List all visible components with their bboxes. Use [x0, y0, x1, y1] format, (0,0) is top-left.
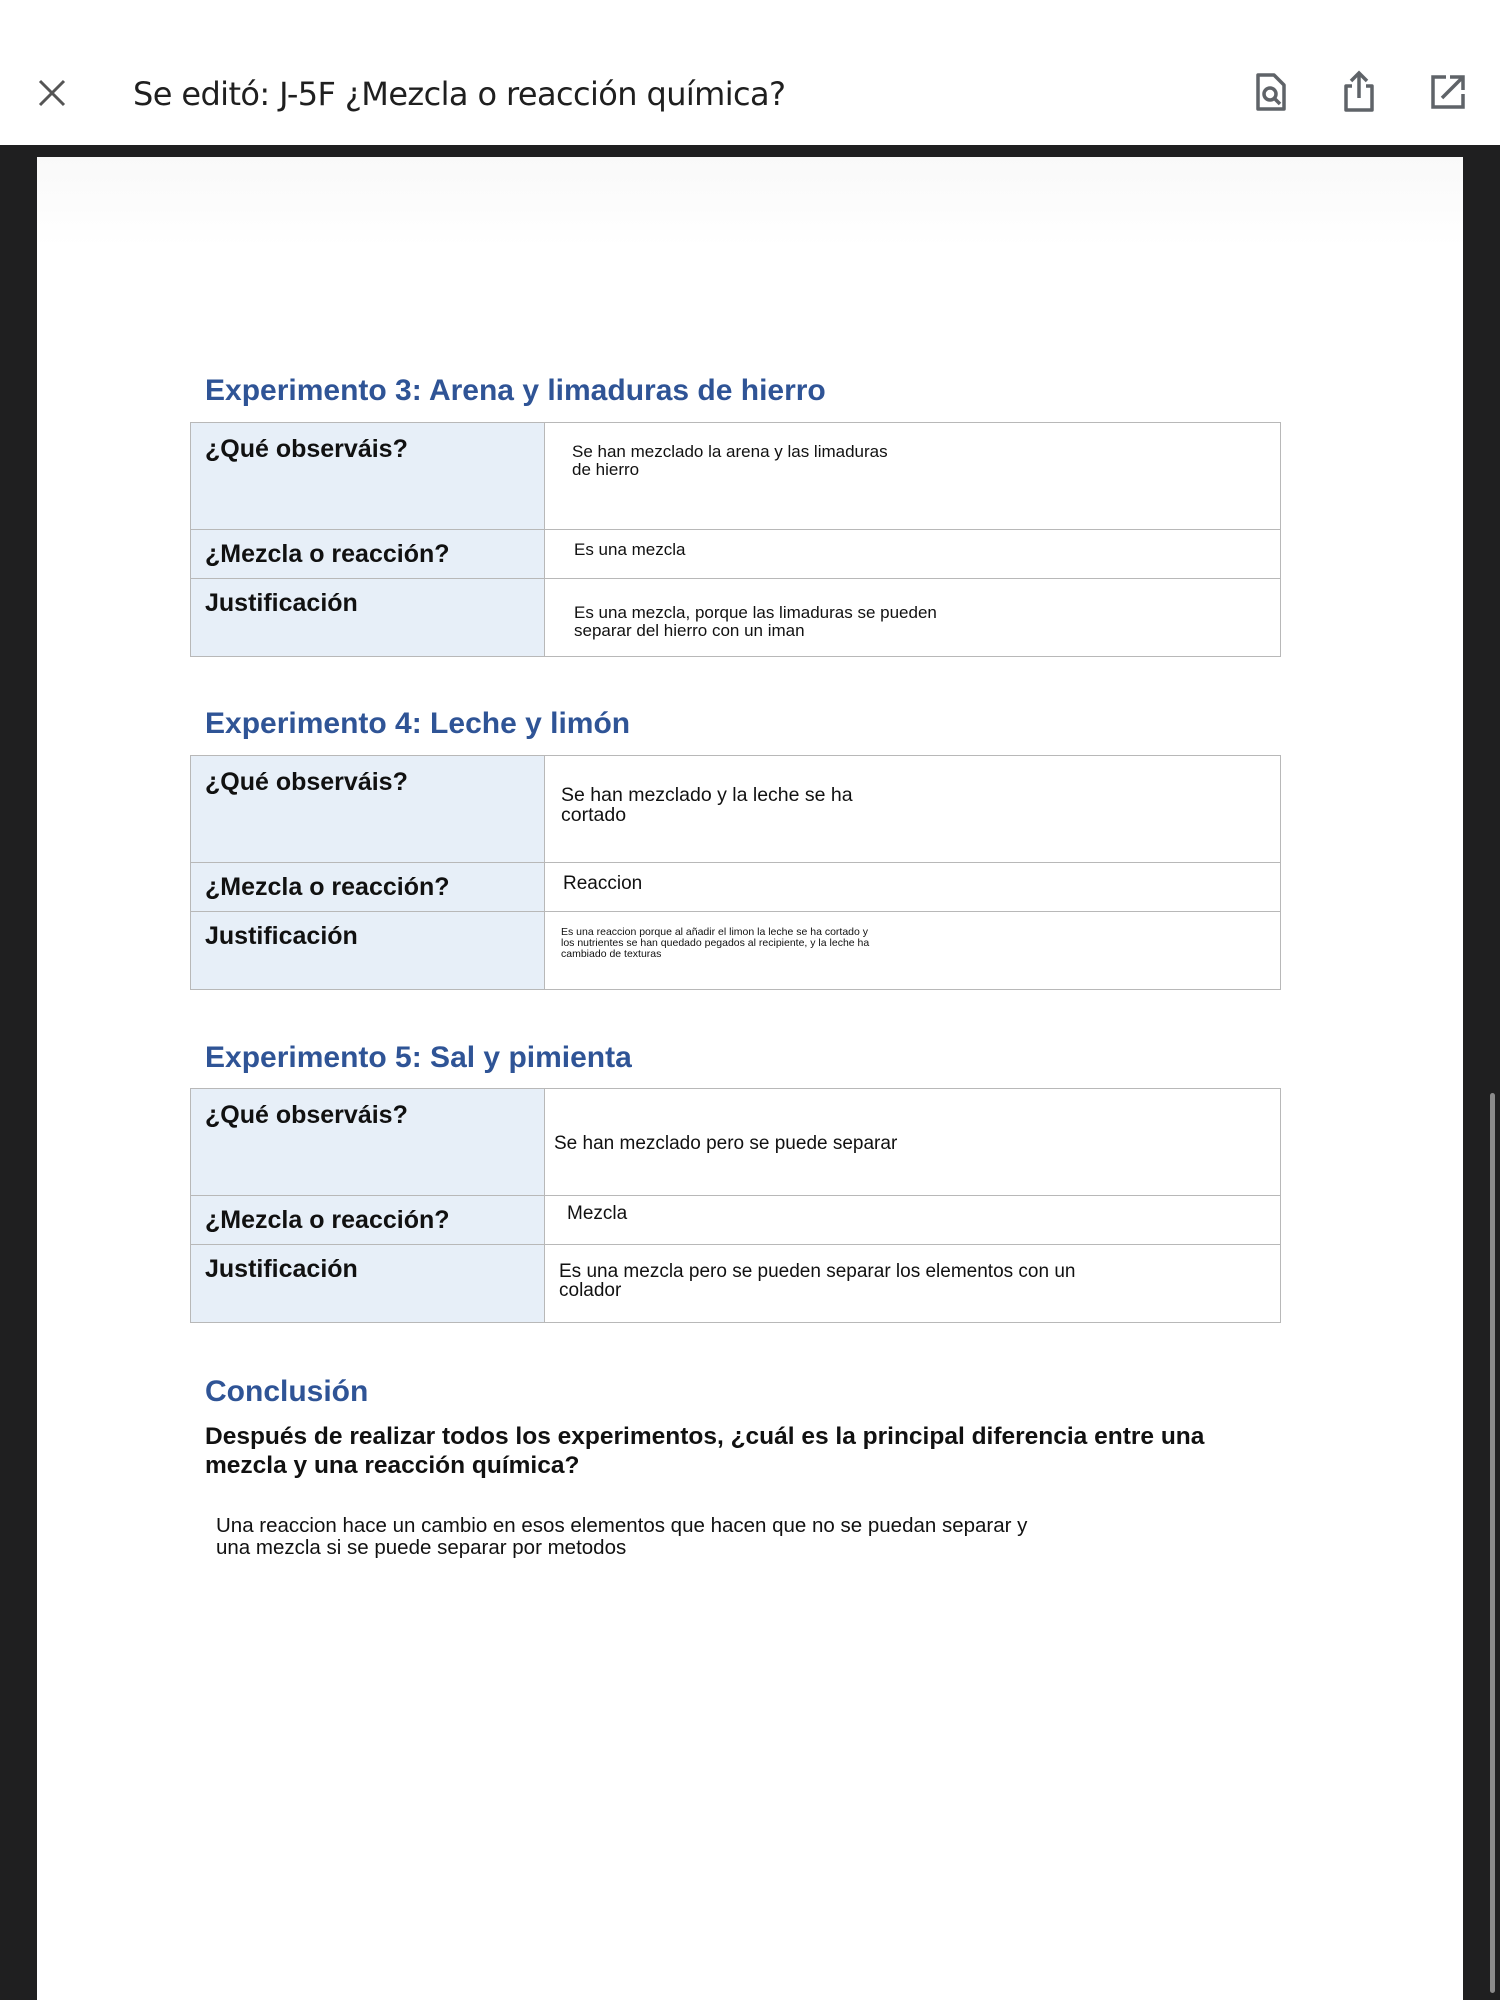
conclusion-question: Después de realizar todos los experimentos, ¿cuál es la principal diferencia entre una mezcla y una reacción química?: [205, 1423, 1205, 1479]
justification-text: Es una mezcla, porque las limaduras se pueden separar del hierro con un iman: [574, 603, 937, 640]
open-external-icon: [1430, 74, 1466, 110]
experiment-4-table: [190, 755, 1281, 990]
table-row: [191, 1089, 1281, 1196]
classification-text: Reaccion: [563, 873, 643, 894]
row-label: ¿Mezcla o reacción?: [191, 1196, 545, 1245]
row-label: ¿Qué observáis?: [191, 1089, 545, 1196]
classification-text: Es una mezcla: [574, 540, 686, 559]
justification-text: Es una reaccion porque al añadir el limon la leche se ha cortado y los nutrientes se han quedado pegados al recipiente, y la leche ha cambiado de texturas: [561, 926, 870, 960]
classification-text: Mezcla: [567, 1203, 628, 1224]
open-external-button[interactable]: [1426, 70, 1470, 114]
row-label: Justificación: [191, 912, 545, 990]
top-bar: [0, 0, 1500, 145]
row-label: ¿Qué observáis?: [191, 756, 545, 863]
close-icon: [37, 78, 67, 108]
row-label: ¿Mezcla o reacción?: [191, 530, 545, 579]
table-row: [191, 579, 1281, 657]
row-label: ¿Mezcla o reacción?: [191, 863, 545, 912]
classification-cell[interactable]: [545, 1196, 1281, 1245]
classification-cell[interactable]: [545, 530, 1281, 579]
justification-text: Es una mezcla pero se pueden separar los elementos con un colador: [559, 1261, 1076, 1301]
experiment-4-title: Experimento 4: Leche y limón: [205, 707, 631, 740]
share-button[interactable]: [1337, 70, 1381, 114]
observation-cell[interactable]: [545, 423, 1281, 530]
close-button[interactable]: [30, 71, 74, 115]
observation-text: Se han mezclado la arena y las limaduras de hierro: [572, 442, 888, 479]
experiment-5-table: [190, 1088, 1281, 1323]
row-label: Justificación: [191, 579, 545, 657]
classification-cell[interactable]: [545, 863, 1281, 912]
find-in-document-button[interactable]: [1249, 70, 1293, 114]
observation-text: Se han mezclado pero se puede separar: [554, 1133, 898, 1154]
vertical-scrollbar[interactable]: [1490, 1093, 1495, 1993]
justification-cell[interactable]: [545, 1245, 1281, 1323]
row-label: Justificación: [191, 1245, 545, 1323]
table-row: [191, 863, 1281, 912]
table-row: [191, 1245, 1281, 1323]
document-search-icon: [1254, 72, 1288, 112]
row-label: ¿Qué observáis?: [191, 423, 545, 530]
table-row: [191, 912, 1281, 990]
experiment-3-title: Experimento 3: Arena y limaduras de hierro: [205, 374, 826, 407]
document-title: Se editó: J-5F ¿Mezcla o reacción química?: [133, 75, 786, 113]
table-row: [191, 530, 1281, 579]
conclusion-answer[interactable]: Una reaccion hace un cambio en esos elementos que hacen que no se puedan separar y una mezcla si se puede separar por metodos: [216, 1514, 1028, 1559]
observation-cell[interactable]: [545, 756, 1281, 863]
justification-cell[interactable]: [545, 579, 1281, 657]
experiment-3-table: [190, 422, 1281, 657]
conclusion-title: Conclusión: [205, 1375, 369, 1408]
table-row: [191, 756, 1281, 863]
share-icon: [1342, 70, 1376, 114]
table-row: [191, 423, 1281, 530]
justification-cell[interactable]: [545, 912, 1281, 990]
table-row: [191, 1196, 1281, 1245]
observation-text: Se han mezclado y la leche se ha cortado: [561, 784, 853, 826]
observation-cell[interactable]: [545, 1089, 1281, 1196]
experiment-5-title: Experimento 5: Sal y pimienta: [205, 1041, 632, 1074]
